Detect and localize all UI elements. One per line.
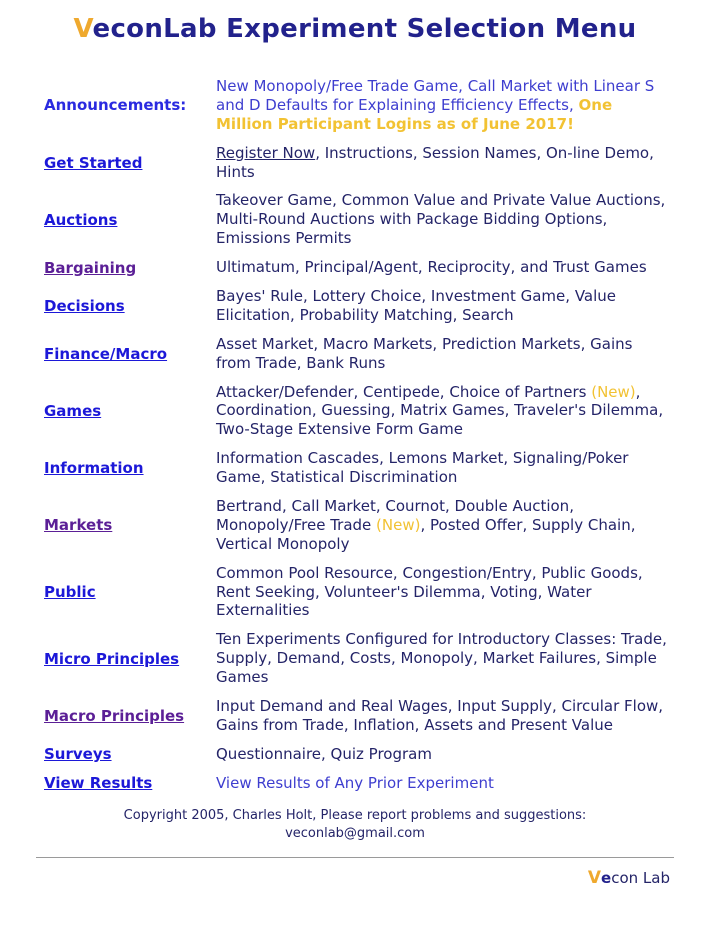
menu-row-games bbox=[44, 378, 668, 445]
description-part: Ultimatum, Principal/Agent, Reciprocity, and Trust Games bbox=[216, 258, 647, 277]
menu-link-get-started[interactable]: Get Started bbox=[44, 153, 143, 172]
menu-row-surveys bbox=[44, 740, 668, 769]
description-part: Input Demand and Real Wages, Input Supply, Circular Flow, Gains from Trade, Inflation, Assets and Present Value bbox=[216, 697, 664, 734]
copyright-notice bbox=[0, 807, 710, 845]
menu-label-cell bbox=[44, 559, 216, 626]
description-part: Bayes' Rule, Lottery Choice, Investment Game, Value Elicitation, Probability Matching, Search bbox=[216, 287, 617, 324]
menu-label-cell bbox=[44, 692, 216, 740]
menu-description-games bbox=[216, 378, 668, 445]
menu-row-finance-macro bbox=[44, 330, 668, 378]
description-part: , Coordination, Guessing, Matrix Games, Traveler's Dilemma, Two-Stage Extensive Form Game bbox=[216, 382, 664, 439]
description-part: New Monopoly/Free Trade Game, Call Market with Linear S and D Defaults for Explaining Efficiency Effects, bbox=[216, 77, 655, 114]
description-part: Common Pool Resource, Congestion/Entry, Public Goods, Rent Seeking, Volunteer's Dilemma, Voting, Water Externalities bbox=[216, 563, 643, 620]
menu-description-view-results bbox=[216, 769, 668, 798]
menu-label-cell bbox=[44, 625, 216, 692]
brand-footer bbox=[0, 868, 670, 888]
menu-row-macro-principles bbox=[44, 692, 668, 740]
copyright-email: veconlab@gmail.com bbox=[285, 826, 425, 842]
menu-row-decisions bbox=[44, 282, 668, 330]
description-part: Takeover Game, Common Value and Private Value Auctions, Multi-Round Auctions with Package Bidding Options, Emissions Permits bbox=[216, 191, 666, 248]
menu-description-finance-macro bbox=[216, 330, 668, 378]
menu-link-markets[interactable]: Markets bbox=[44, 516, 113, 535]
menu-label-cell bbox=[44, 186, 216, 253]
menu-link-auctions[interactable]: Auctions bbox=[44, 210, 118, 229]
description-part: One Million Participant Logins as of June 2017! bbox=[216, 95, 613, 133]
menu-description-get-started bbox=[216, 139, 668, 187]
page-title bbox=[0, 14, 710, 44]
page-title-text: econLab Experiment Selection Menu bbox=[92, 14, 637, 44]
menu-link-public[interactable]: Public bbox=[44, 583, 96, 602]
menu-description-auctions bbox=[216, 186, 668, 253]
menu-label-cell bbox=[44, 282, 216, 330]
page-title-accent: V bbox=[73, 14, 93, 44]
menu-row-public bbox=[44, 559, 668, 626]
register-now-link[interactable]: Register Now bbox=[216, 143, 316, 162]
menu-description-surveys bbox=[216, 740, 668, 769]
brand-accent: V bbox=[587, 868, 602, 889]
menu-row-announcements bbox=[44, 72, 668, 139]
copyright-line-1: Copyright 2005, Charles Holt, Please report problems and suggestions: bbox=[123, 807, 587, 823]
menu-description-announcements bbox=[216, 72, 668, 139]
menu-link-micro-principles[interactable]: Micro Principles bbox=[44, 649, 180, 668]
menu-description-information bbox=[216, 444, 668, 492]
menu-label-cell bbox=[44, 139, 216, 187]
menu-description-macro-principles bbox=[216, 692, 668, 740]
menu-label-cell bbox=[44, 378, 216, 445]
menu-label-cell bbox=[44, 769, 216, 798]
menu-label-cell bbox=[44, 740, 216, 769]
description-part: Information Cascades, Lemons Market, Signaling/Poker Game, Statistical Discrimination bbox=[216, 449, 629, 487]
description-part: , Instructions, Session Names, On-line Demo, Hints bbox=[216, 143, 654, 181]
menu-link-macro-principles[interactable]: Macro Principles bbox=[44, 706, 185, 725]
menu-row-view-results bbox=[44, 769, 668, 798]
description-part: Bertrand, Call Market, Cournot, Double Auction, Monopoly/Free Trade bbox=[216, 497, 574, 534]
menu-row-micro-principles bbox=[44, 625, 668, 692]
menu-row-auctions bbox=[44, 186, 668, 253]
menu-label-cell bbox=[44, 253, 216, 282]
description-part: Ten Experiments Configured for Introductory Classes: Trade, Supply, Demand, Costs, Monopoly, Market Failures, Simple Games bbox=[216, 630, 667, 687]
menu-link-decisions[interactable]: Decisions bbox=[44, 296, 125, 315]
brand-bold-e: e bbox=[601, 869, 612, 888]
experiment-menu-table bbox=[44, 72, 668, 798]
menu-description-micro-principles bbox=[216, 625, 668, 692]
description-part: Attacker/Defender, Centipede, Choice of Partners bbox=[216, 382, 592, 401]
menu-heading-announcements: Announcements: bbox=[44, 96, 187, 115]
menu-link-finance-macro[interactable]: Finance/Macro bbox=[44, 344, 168, 363]
menu-description-decisions bbox=[216, 282, 668, 330]
menu-row-information bbox=[44, 444, 668, 492]
description-part: View Results of Any Prior Experiment bbox=[216, 773, 494, 792]
menu-description-public bbox=[216, 559, 668, 626]
menu-label-cell bbox=[44, 72, 216, 139]
description-part: Questionnaire, Quiz Program bbox=[216, 744, 432, 763]
menu-link-games[interactable]: Games bbox=[44, 401, 102, 420]
menu-label-cell bbox=[44, 330, 216, 378]
footer-divider bbox=[36, 857, 674, 858]
menu-link-information[interactable]: Information bbox=[44, 459, 144, 478]
description-part: Asset Market, Macro Markets, Prediction Markets, Gains from Trade, Bank Runs bbox=[216, 334, 633, 372]
menu-row-get-started bbox=[44, 139, 668, 187]
menu-row-bargaining bbox=[44, 253, 668, 282]
menu-description-markets bbox=[216, 492, 668, 559]
menu-link-surveys[interactable]: Surveys bbox=[44, 745, 112, 764]
menu-row-markets bbox=[44, 492, 668, 559]
description-part: , Posted Offer, Supply Chain, Vertical Monopoly bbox=[216, 515, 636, 553]
brand-rest: con Lab bbox=[611, 869, 670, 888]
description-part: (New) bbox=[376, 515, 421, 534]
menu-link-view-results[interactable]: View Results bbox=[44, 774, 153, 793]
description-part: (New) bbox=[591, 382, 636, 401]
menu-link-bargaining[interactable]: Bargaining bbox=[44, 258, 137, 277]
menu-label-cell bbox=[44, 492, 216, 559]
menu-description-bargaining bbox=[216, 253, 668, 282]
menu-label-cell bbox=[44, 444, 216, 492]
